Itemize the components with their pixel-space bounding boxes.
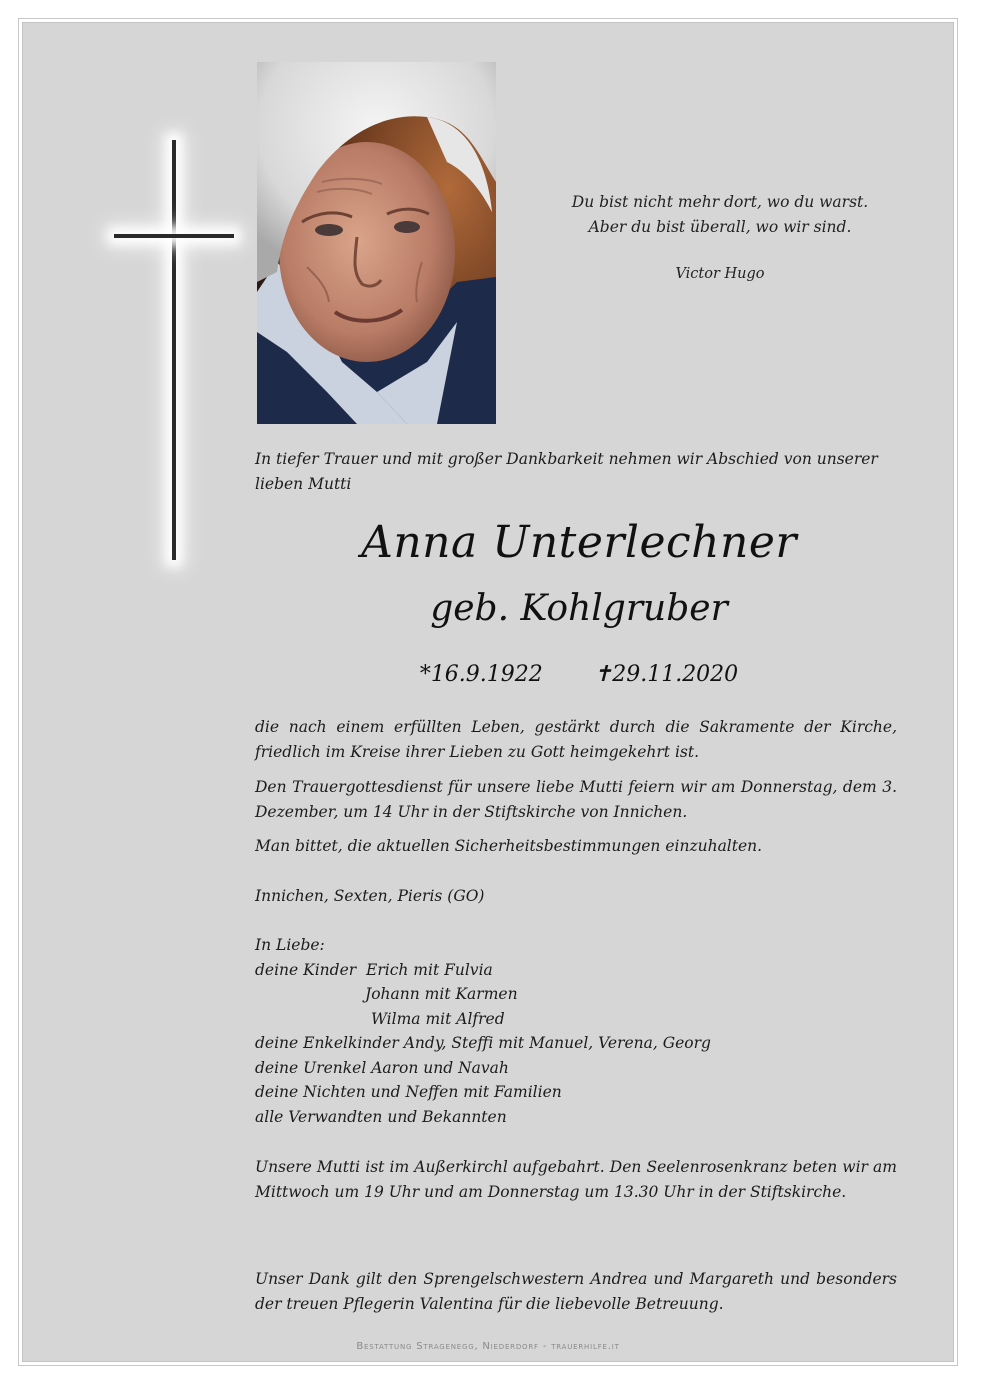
portrait-photo (257, 62, 496, 424)
paragraph-thanks: Unser Dank gilt den Sprengelschwestern Andrea und Margareth und besonders der treuen Pflegerin Valentina für die liebevolle Betreuung. (255, 1270, 897, 1313)
cross-vertical-bar (172, 140, 176, 560)
quote-line-2: Aber du bist überall, wo wir sind. (588, 218, 852, 236)
deceased-name: Anna Unterlechner (361, 517, 797, 568)
paragraph-safety: Man bittet, die aktuellen Sicherheitsbestimmungen einzuhalten. (255, 837, 763, 855)
life-dates (255, 660, 903, 690)
paragraph-passing: die nach einem erfüllten Leben, gestärkt durch die Sakramente der Kirche, friedlich im Kreise ihrer Lieben zu Gott heimgekehrt ist. (255, 718, 897, 761)
nieces-row: deine Nichten und Neffen mit Familien (255, 1083, 562, 1101)
children-row (255, 958, 897, 983)
cross-icon (104, 130, 244, 570)
great-grandchildren-row: deine Urenkel Aaron und Navah (255, 1058, 509, 1077)
death-date: ✝29.11.2020 (593, 662, 739, 687)
portrait-illustration (257, 62, 496, 424)
relatives-row: alle Verwandten und Bekannten (255, 1107, 507, 1126)
quote-author: Victor Hugo (675, 266, 765, 282)
mourners-list (255, 933, 897, 1129)
grandchildren-row: deine Enkelkinder Andy, Steffi mit Manuel, Verena, Georg (255, 1034, 711, 1052)
quote-line-1: Du bist nicht mehr dort, wo du warst. (571, 193, 869, 211)
paragraph-wake: Unsere Mutti ist im Außerkirchl aufgebahrt. Den Seelenrosenkranz beten wir am Mittwoch um 19 Uhr und am Donnerstag um 13.30 Uhr in der Stiftskirche. (255, 1158, 897, 1201)
child-1: Erich mit Fulvia (366, 960, 493, 979)
memorial-quote (540, 190, 900, 287)
intro-text: In tiefer Trauer und mit großer Dankbarkeit nehmen wir Abschied von unserer lieben Mutti (255, 450, 878, 493)
cross-horizontal-bar (114, 234, 234, 238)
child-3: Wilma mit Alfred (371, 1009, 505, 1028)
maiden-name: geb. Kohlgruber (430, 588, 728, 629)
places-line: Innichen, Sexten, Pieris (GO) (255, 887, 485, 905)
mourners-heading: In Liebe: (255, 936, 325, 954)
birth-date: *16.9.1922 (419, 662, 543, 687)
paragraph-service: Den Trauergottesdienst für unsere liebe Mutti feiern wir am Donnerstag, dem 3. Dezember, um 14 Uhr in der Stiftskirche von Innichen. (255, 778, 897, 821)
footer-credit: Bestattung Stragenegg, Niederdorf - trauerhilfe.it (356, 1341, 620, 1352)
child-2: Johann mit Karmen (365, 985, 518, 1003)
children-label: deine Kinder (255, 960, 357, 979)
